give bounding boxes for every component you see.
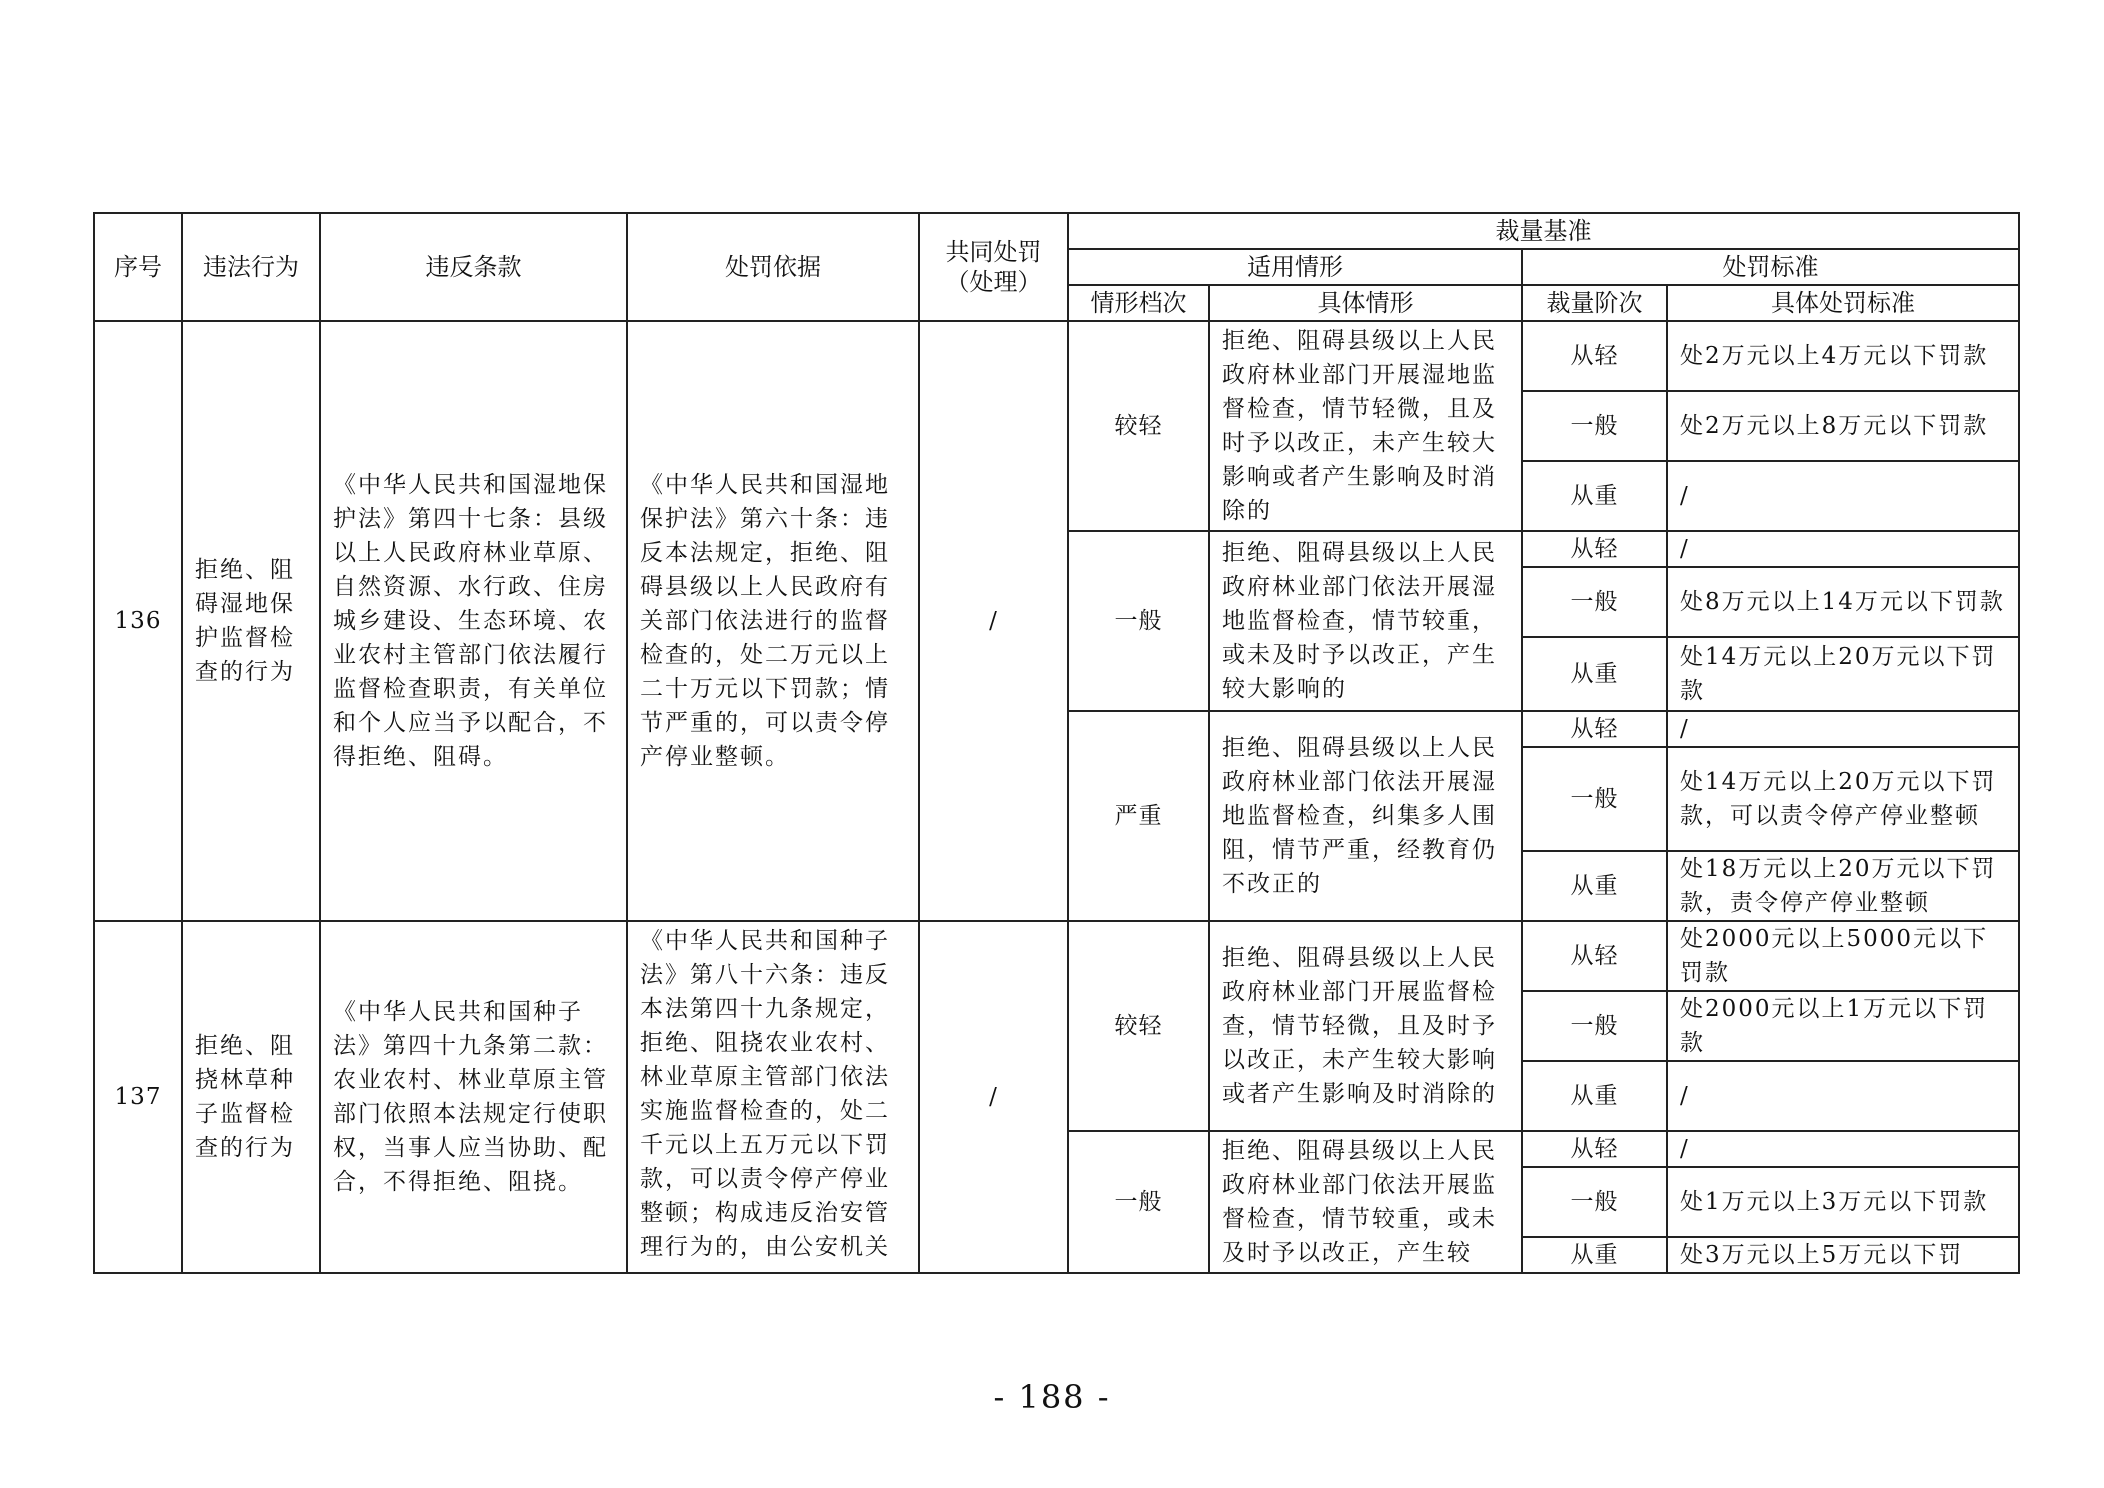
row-standard: 处2000元以上1万元以下罚款 [1667,991,2019,1061]
table-body [94,321,2019,1273]
row-situation: 拒绝、阻碍县级以上人民政府林业部门开展监督检查，情节轻微，且及时予以改正，未产生较大影响或者产生影响及时消除的 [1209,921,1522,1131]
row-tier: 从轻 [1522,531,1667,567]
header-clause: 违反条款 [320,213,627,321]
row-tier: 一般 [1522,991,1667,1061]
row-act: 拒绝、阻挠林草种子监督检查的行为 [182,921,320,1273]
row-act: 拒绝、阻碍湿地保护监督检查的行为 [182,321,320,921]
row-standard: 处8万元以上14万元以下罚款 [1667,567,2019,637]
row-standard: 处14万元以上20万元以下罚款 [1667,637,2019,711]
header-discretion: 裁量基准 [1068,213,2019,249]
table-row [94,921,2019,991]
row-joint: / [919,921,1068,1273]
row-joint: / [919,321,1068,921]
row-tier: 从重 [1522,1237,1667,1273]
row-clause: 《中华人民共和国种子法》第四十九条第二款：农业农村、林业草原主管部门依照本法规定行使职权，当事人应当协助、配合，不得拒绝、阻挠。 [320,921,627,1273]
row-standard: / [1667,531,2019,567]
row-standard: 处14万元以上20万元以下罚款，可以责令停产停业整顿 [1667,747,2019,851]
row-standard: / [1667,711,2019,747]
row-tier: 一般 [1522,1167,1667,1237]
header-seq: 序号 [94,213,182,321]
row-tier: 从重 [1522,851,1667,921]
page-number: - 188 - [993,1378,1111,1416]
header-specific: 具体处罚标准 [1667,285,2019,321]
row-standard: 处2万元以上8万元以下罚款 [1667,391,2019,461]
table-header [94,213,2019,321]
header-joint: 共同处罚（处理） [919,213,1068,321]
penalty-discretion-table [93,212,2020,1274]
row-standard: 处1万元以上3万元以下罚款 [1667,1167,2019,1237]
table-row [94,321,2019,391]
row-situation: 拒绝、阻碍县级以上人民政府林业部门依法开展湿地监督检查，纠集多人围阻，情节严重，经教育仍不改正的 [1209,711,1522,921]
row-tier: 从轻 [1522,1131,1667,1167]
row-standard: / [1667,1131,2019,1167]
row-seq: 136 [94,321,182,921]
row-tier: 从重 [1522,1061,1667,1131]
header-situation: 具体情形 [1209,285,1522,321]
row-level: 一般 [1068,1131,1209,1273]
row-level: 一般 [1068,531,1209,711]
row-tier: 从重 [1522,461,1667,531]
header-scenario: 适用情形 [1068,249,1522,285]
header-level: 情形档次 [1068,285,1209,321]
row-situation: 拒绝、阻碍县级以上人民政府林业部门开展湿地监督检查，情节轻微，且及时予以改正，未产生较大影响或者产生影响及时消除的 [1209,321,1522,531]
row-clause: 《中华人民共和国湿地保护法》第四十七条：县级以上人民政府林业草原、自然资源、水行政、住房城乡建设、生态环境、农业农村主管部门依法履行监督检查职责，有关单位和个人应当予以配合，不得拒绝、阻碍。 [320,321,627,921]
row-tier: 一般 [1522,391,1667,461]
row-situation: 拒绝、阻碍县级以上人民政府林业部门依法开展监督检查，情节较重，或未及时予以改正，产生较 [1209,1131,1522,1273]
row-situation: 拒绝、阻碍县级以上人民政府林业部门依法开展湿地监督检查，情节较重，或未及时予以改正，产生较大影响的 [1209,531,1522,711]
row-tier: 从轻 [1522,711,1667,747]
row-standard: / [1667,461,2019,531]
row-tier: 从轻 [1522,321,1667,391]
row-tier: 从轻 [1522,921,1667,991]
row-level: 较轻 [1068,921,1209,1131]
row-standard: 处2万元以上4万元以下罚款 [1667,321,2019,391]
header-act: 违法行为 [182,213,320,321]
row-standard: 处2000元以上5000元以下罚款 [1667,921,2019,991]
header-basis: 处罚依据 [627,213,919,321]
row-seq: 137 [94,921,182,1273]
row-basis: 《中华人民共和国湿地保护法》第六十条：违反本法规定，拒绝、阻碍县级以上人民政府有关部门依法进行的监督检查的，处二万元以上二十万元以下罚款；情节严重的，可以责令停产停业整顿。 [627,321,919,921]
row-tier: 一般 [1522,567,1667,637]
row-basis-text: 《中华人民共和国种子法》第八十六条：违反本法第四十九条规定，拒绝、阻挠农业农村、林业草原主管部门依法实施监督检查的，处二千元以上五万元以下罚款，可以责令停产停业整顿；构成违反治安管理行为的，由公安机关 [640,928,890,1260]
row-basis [627,921,919,1273]
header-tier: 裁量阶次 [1522,285,1667,321]
row-tier: 一般 [1522,747,1667,851]
row-standard: / [1667,1061,2019,1131]
row-level: 较轻 [1068,321,1209,531]
row-standard: 处18万元以上20万元以下罚款，责令停产停业整顿 [1667,851,2019,921]
row-level: 严重 [1068,711,1209,921]
row-tier: 从重 [1522,637,1667,711]
header-standard: 处罚标准 [1522,249,2019,285]
row-standard: 处3万元以上5万元以下罚 [1667,1237,2019,1273]
